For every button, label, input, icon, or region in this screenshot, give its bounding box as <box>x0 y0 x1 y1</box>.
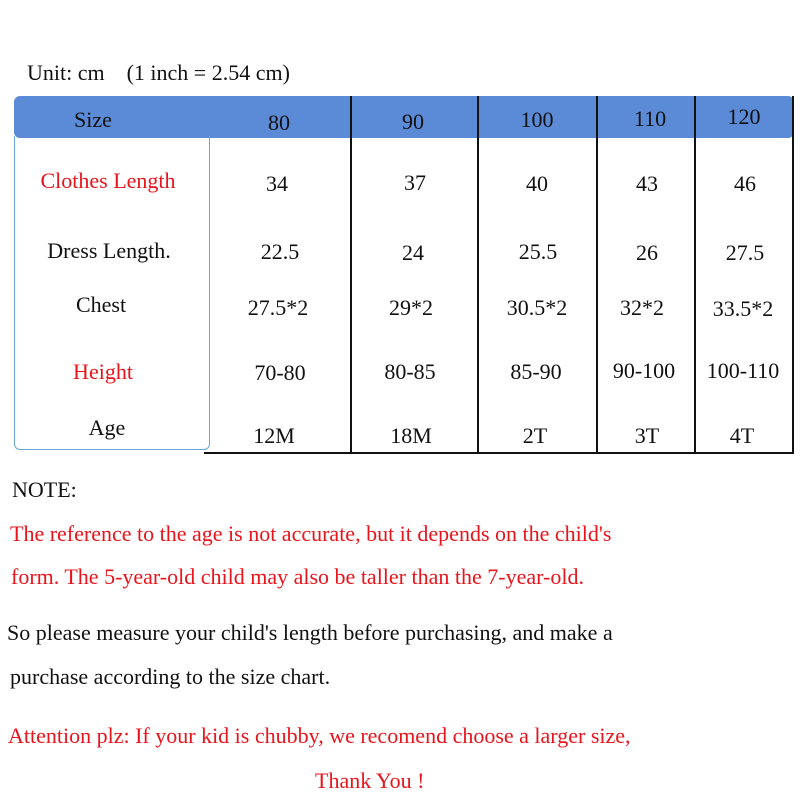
size-header-label: Size <box>74 107 112 132</box>
unit-note: Unit: cm (1 inch = 2.54 cm) <box>27 60 290 85</box>
table-cell: 3T <box>634 423 660 448</box>
table-cell: 32*2 <box>620 295 664 320</box>
table-cell: 46 <box>734 171 756 196</box>
table-cell: 27.5 <box>725 240 765 265</box>
table-bottom-border <box>204 452 794 454</box>
note-measure-line-2: purchase according to the size chart. <box>10 664 331 689</box>
table-cell: 25.5 <box>518 239 558 264</box>
row-label-age: Age <box>88 415 126 440</box>
table-cell: 80-85 <box>384 359 436 384</box>
size-header-120: 120 <box>727 104 761 129</box>
table-cell: 26 <box>636 240 658 265</box>
table-cell: 4T <box>729 423 755 448</box>
column-divider <box>694 96 696 453</box>
table-cell: 70-80 <box>254 360 306 385</box>
table-cell: 24 <box>402 240 424 265</box>
size-header-80: 80 <box>268 110 290 135</box>
row-label-chest: Chest <box>75 292 127 317</box>
table-cell: 2T <box>522 423 548 448</box>
column-divider <box>350 96 352 453</box>
table-cell: 30.5*2 <box>506 295 568 320</box>
table-cell: 85-90 <box>510 359 562 384</box>
table-cell: 100-110 <box>706 358 780 383</box>
column-divider <box>596 96 598 453</box>
note-red-line-2: form. The 5-year-old child may also be taller than the 7-year-old. <box>11 564 584 589</box>
size-header-90: 90 <box>402 109 424 134</box>
row-label-clothes-length: Clothes Length <box>40 168 176 193</box>
table-cell: 34 <box>266 171 288 196</box>
size-header-110: 110 <box>633 106 667 131</box>
table-cell: 18M <box>390 423 432 448</box>
note-red-line-1: The reference to the age is not accurate, but it depends on the child's <box>10 521 612 546</box>
table-cell: 33.5*2 <box>712 296 774 321</box>
table-cell: 90-100 <box>612 358 676 383</box>
table-cell: 29*2 <box>389 295 433 320</box>
table-cell: 43 <box>636 171 658 196</box>
table-cell: 22.5 <box>260 239 300 264</box>
table-cell: 12M <box>253 423 295 448</box>
note-attention: Attention plz: If your kid is chubby, we recomend choose a larger size, <box>8 723 631 748</box>
table-cell: 37 <box>404 170 426 195</box>
row-label-dress-length: Dress Length. <box>47 238 171 263</box>
note-measure-line-1: So please measure your child's length before purchasing, and make a <box>7 620 613 645</box>
note-title: NOTE: <box>12 477 77 502</box>
column-divider <box>477 96 479 453</box>
size-header-100: 100 <box>520 107 554 132</box>
note-thanks: Thank You ! <box>315 768 425 793</box>
table-cell: 27.5*2 <box>247 295 309 320</box>
table-cell: 40 <box>526 171 548 196</box>
column-divider <box>792 96 794 453</box>
row-label-height: Height <box>73 359 133 384</box>
